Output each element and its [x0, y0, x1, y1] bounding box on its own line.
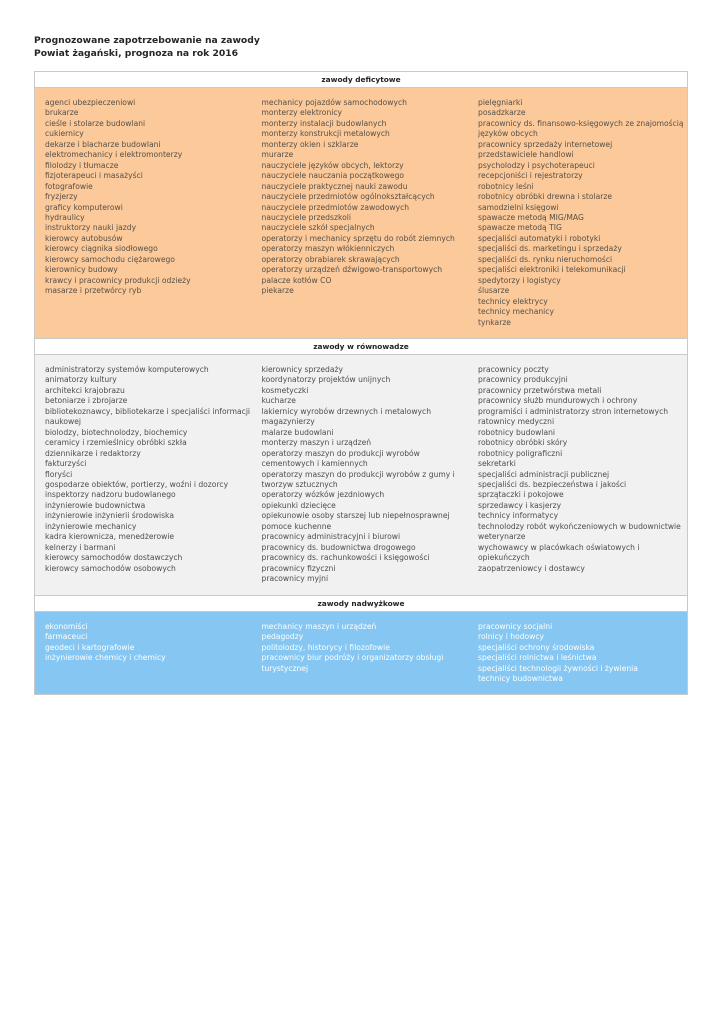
- occupation-item: graficy komputerowi: [45, 202, 123, 212]
- occupation-item: floryści: [45, 469, 73, 479]
- occupation-item: cukiernicy: [45, 129, 84, 139]
- occupation-item: geodeci i kartografowie: [45, 642, 135, 652]
- occupation-item: kierownicy sprzedaży: [261, 365, 344, 374]
- occupation-item: fizjoterapeuci i masażyści: [45, 171, 143, 181]
- occupation-item: ślusarze: [478, 286, 510, 296]
- section-title: zawody deficytowe: [35, 72, 687, 88]
- occupations-table: [34, 71, 688, 695]
- occupation-item: sprzedawcy i kasjerzy: [478, 500, 562, 510]
- occupation-item: dekarze i blacharze budowlani: [45, 139, 161, 149]
- occupation-item: pracownicy produkcyjni: [478, 375, 568, 385]
- occupation-item: mechanicy maszyn i urządzeń: [261, 622, 377, 631]
- occupation-item: rolnicy i hodowcy: [478, 632, 545, 642]
- occupation-item: elektromechanicy i elektromonterzy: [45, 150, 183, 160]
- occupation-item: filolodzy i tłumacze: [45, 160, 119, 170]
- occupation-item: pracownicy poczty: [478, 365, 549, 374]
- occupation-column: [45, 622, 262, 687]
- occupation-item: psycholodzy i psychoterapeuci: [478, 160, 595, 170]
- occupation-item: pielęgniarki: [478, 98, 523, 107]
- occupation-item: operatorzy maszyn do produkcji wyrobów cementowych i kamiennych: [261, 448, 420, 469]
- occupation-item: technicy elektrycy: [478, 296, 548, 306]
- occupation-item: monterzy konstrukcji metalowych: [261, 129, 390, 139]
- occupation-item: kadra kierownicza, menedżerowie: [45, 532, 175, 542]
- occupation-item: opiekunowie osoby starszej lub niepełnosprawnej: [261, 511, 450, 521]
- occupation-item: specjaliści technologii żywności i żywienia: [478, 663, 638, 673]
- occupation-item: kierownicy budowy: [45, 265, 118, 275]
- occupation-item: fakturzyści: [45, 459, 87, 469]
- occupation-item: monterzy instalacji budowlanych: [261, 118, 387, 128]
- occupation-item: brukarze: [45, 108, 79, 118]
- occupation-item: gospodarze obiektów, portierzy, woźni i dozorcy: [45, 479, 229, 489]
- occupation-item: spawacze metodą MIG/MAG: [478, 212, 584, 222]
- occupation-item: inspektorzy nadzoru budowlanego: [45, 490, 176, 500]
- occupation-item: pedagodzy: [261, 632, 304, 642]
- occupation-item: kosmetyczki: [261, 385, 309, 395]
- occupation-item: monterzy okien i szklarze: [261, 139, 359, 149]
- occupation-item: koordynatorzy projektów unijnych: [261, 375, 391, 385]
- section-surplus-occupations: [35, 595, 687, 694]
- page-header: [34, 34, 260, 60]
- occupation-column: [45, 365, 262, 588]
- occupation-item: cieśle i stolarze budowlani: [45, 118, 146, 128]
- occupation-item: instruktorzy nauki jazdy: [45, 223, 137, 233]
- occupation-column: [262, 98, 479, 331]
- occupation-item: agenci ubezpieczeniowi: [45, 98, 136, 107]
- occupation-item: magazynierzy: [261, 417, 315, 427]
- occupation-item: robotnicy budowlani: [478, 427, 556, 437]
- occupation-item: malarze budowlani: [261, 427, 334, 437]
- occupation-item: pracownicy ds. budownictwa drogowego: [261, 542, 416, 552]
- occupation-item: tynkarze: [478, 317, 511, 327]
- occupation-item: spawacze metodą TIG: [478, 223, 562, 233]
- occupation-item: hydraulicy: [45, 212, 85, 222]
- occupation-item: sekretarki: [478, 459, 516, 469]
- occupation-item: inżynierowie chemicy i chemicy: [45, 653, 166, 663]
- occupation-item: lakiernicy wyrobów drzewnych i metalowych: [261, 406, 432, 416]
- occupation-item: operatorzy i mechanicy sprzętu do robót ziemnych: [261, 233, 455, 243]
- occupation-item: specjaliści ds. rynku nieruchomości: [478, 254, 613, 264]
- occupation-item: specjaliści ochrony środowiska: [478, 642, 595, 652]
- occupation-item: nauczyciele języków obcych, lektorzy: [261, 160, 404, 170]
- page-title: Prognozowane zapotrzebowanie na zawody: [34, 35, 260, 46]
- occupation-item: fotografowie: [45, 181, 93, 191]
- occupation-item: fryzjerzy: [45, 192, 78, 202]
- occupation-item: pracownicy fizyczni: [261, 563, 336, 573]
- occupation-item: technolodzy robót wykończeniowych w budownictwie: [478, 521, 681, 531]
- occupation-item: inżynierowie budownictwa: [45, 500, 146, 510]
- occupation-column: [45, 98, 262, 331]
- occupation-item: nauczyciele szkół specjalnych: [261, 223, 375, 233]
- occupation-item: pracownicy służb mundurowych i ochrony: [478, 396, 638, 406]
- occupation-item: specjaliści ds. bezpieczeństwa i jakości: [478, 479, 627, 489]
- occupation-item: przedstawiciele handlowi: [478, 150, 574, 160]
- occupation-item: pracownicy biur podróży i organizatorzy obsługi turystycznej: [261, 653, 444, 673]
- occupation-item: specjaliści automatyki i robotyki: [478, 233, 601, 243]
- occupation-item: betoniarze i zbrojarze: [45, 396, 128, 406]
- occupation-item: samodzielni księgowi: [478, 202, 559, 212]
- occupation-item: recepcjoniści i rejestratorzy: [478, 171, 583, 181]
- occupation-item: operatorzy obrabiarek skrawających: [261, 254, 400, 264]
- occupation-item: murarze: [261, 150, 294, 160]
- occupation-item: piekarze: [261, 286, 294, 296]
- occupation-item: technicy informatycy: [478, 511, 559, 521]
- occupation-item: specjaliści rolnictwa i leśnictwa: [478, 653, 597, 663]
- occupation-column: [478, 98, 695, 331]
- occupation-item: operatorzy maszyn do produkcji wyrobów z gumy i tworzyw sztucznych: [261, 469, 455, 489]
- occupation-item: specjaliści elektroniki i telekomunikacji: [478, 265, 626, 275]
- occupation-item: specjaliści administracji publicznej: [478, 469, 610, 479]
- occupation-item: ceramicy i rzemieślnicy obróbki szkła: [45, 438, 187, 448]
- occupation-item: krawcy i pracownicy produkcji odzieży: [45, 275, 191, 285]
- occupation-item: ekonomiści: [45, 622, 88, 631]
- occupation-item: mechanicy pojazdów samochodowych: [261, 98, 407, 107]
- occupation-item: robotnicy obróbki drewna i stolarze: [478, 192, 613, 202]
- section-title: zawody w równowadze: [35, 338, 687, 355]
- occupation-item: nauczyciele nauczania początkowego: [261, 171, 405, 181]
- section-body: [35, 612, 687, 694]
- occupation-item: opiekunki dziecięce: [261, 500, 336, 510]
- occupation-item: masarze i przetwórcy ryb: [45, 286, 142, 296]
- occupation-item: kierowcy ciągnika siodłowego: [45, 244, 158, 254]
- occupation-item: dziennikarze i redaktorzy: [45, 448, 141, 458]
- occupation-item: pomoce kuchenne: [261, 521, 332, 531]
- occupation-item: wychowawcy w placówkach oświatowych i opiekuńczych: [478, 542, 640, 563]
- occupation-item: technicy budownictwa: [478, 674, 563, 684]
- occupation-item: operatorzy maszyn włókienniczych: [261, 244, 395, 254]
- occupation-item: politolodzy, historycy i filozofowie: [261, 642, 390, 652]
- occupation-item: nauczyciele przedszkoli: [261, 212, 351, 222]
- occupation-item: architekci krajobrazu: [45, 385, 125, 395]
- occupation-item: posadzkarze: [478, 108, 526, 118]
- occupation-item: nauczyciele przedmiotów zawodowych: [261, 202, 410, 212]
- section-balanced-occupations: [35, 338, 687, 595]
- occupation-column: [478, 622, 695, 687]
- section-body: [35, 88, 687, 338]
- occupation-item: weterynarze: [478, 532, 526, 542]
- occupation-item: pracownicy ds. rachunkowości i księgowości: [261, 553, 430, 563]
- occupation-item: palacze kotłów CO: [261, 275, 332, 285]
- occupation-item: kucharze: [261, 396, 296, 406]
- occupation-item: kierowcy samochodów osobowych: [45, 563, 176, 573]
- occupation-item: administratorzy systemów komputerowych: [45, 365, 209, 374]
- occupation-item: animatorzy kultury: [45, 375, 117, 385]
- occupation-item: bibliotekoznawcy, bibliotekarze i specjaliści informacji naukowej: [45, 406, 251, 427]
- occupation-item: inżynierowie mechanicy: [45, 521, 137, 531]
- occupation-item: pracownicy ds. finansowo-księgowych ze znajomością języków obcych: [478, 118, 684, 139]
- occupation-item: biolodzy, biotechnolodzy, biochemicy: [45, 427, 188, 437]
- occupation-item: robotnicy poligraficzni: [478, 448, 563, 458]
- occupation-item: pracownicy administracyjni i biurowi: [261, 532, 401, 542]
- occupation-item: pracownicy sprzedaży internetowej: [478, 139, 613, 149]
- section-title: zawody nadwyżkowe: [35, 595, 687, 612]
- occupation-column: [262, 365, 479, 588]
- occupation-column: [478, 365, 695, 588]
- section-deficit-occupations: [35, 72, 687, 338]
- occupation-item: programiści i administratorzy stron internetowych: [478, 406, 669, 416]
- occupation-item: robotnicy obróbki skóry: [478, 438, 568, 448]
- occupation-item: ratownicy medyczni: [478, 417, 555, 427]
- occupation-item: pracownicy socjalni: [478, 622, 553, 631]
- occupation-item: kierowcy autobusów: [45, 233, 123, 243]
- occupation-item: farmaceuci: [45, 632, 88, 642]
- occupation-item: nauczyciele praktycznej nauki zawodu: [261, 181, 408, 191]
- occupation-item: spedytorzy i logistycy: [478, 275, 561, 285]
- occupation-item: technicy mechanicy: [478, 307, 554, 317]
- section-body: [35, 355, 687, 595]
- occupation-item: kierowcy samochodów dostawczych: [45, 553, 183, 563]
- occupation-item: kierowcy samochodu ciężarowego: [45, 254, 175, 264]
- occupation-item: inżynierowie inżynierii środowiska: [45, 511, 174, 521]
- occupation-item: pracownicy przetwórstwa metali: [478, 385, 602, 395]
- occupation-item: monterzy maszyn i urządzeń: [261, 438, 372, 448]
- occupation-item: nauczyciele przedmiotów ogólnokształcących: [261, 192, 435, 202]
- occupation-item: zaopatrzeniowcy i dostawcy: [478, 563, 585, 573]
- occupation-item: sprzątaczki i pokojowe: [478, 490, 564, 500]
- page-subtitle: Powiat żagański, prognoza na rok 2016: [34, 48, 239, 59]
- occupation-item: pracownicy myjni: [261, 574, 329, 584]
- occupation-item: operatorzy wózków jezdniowych: [261, 490, 385, 500]
- occupation-item: robotnicy leśni: [478, 181, 534, 191]
- occupation-item: kelnerzy i barmani: [45, 542, 116, 552]
- occupation-item: specjaliści ds. marketingu i sprzedaży: [478, 244, 622, 254]
- occupation-item: monterzy elektronicy: [261, 108, 343, 118]
- occupation-column: [262, 622, 479, 687]
- occupation-item: operatorzy urządzeń dźwigowo-transportowych: [261, 265, 443, 275]
